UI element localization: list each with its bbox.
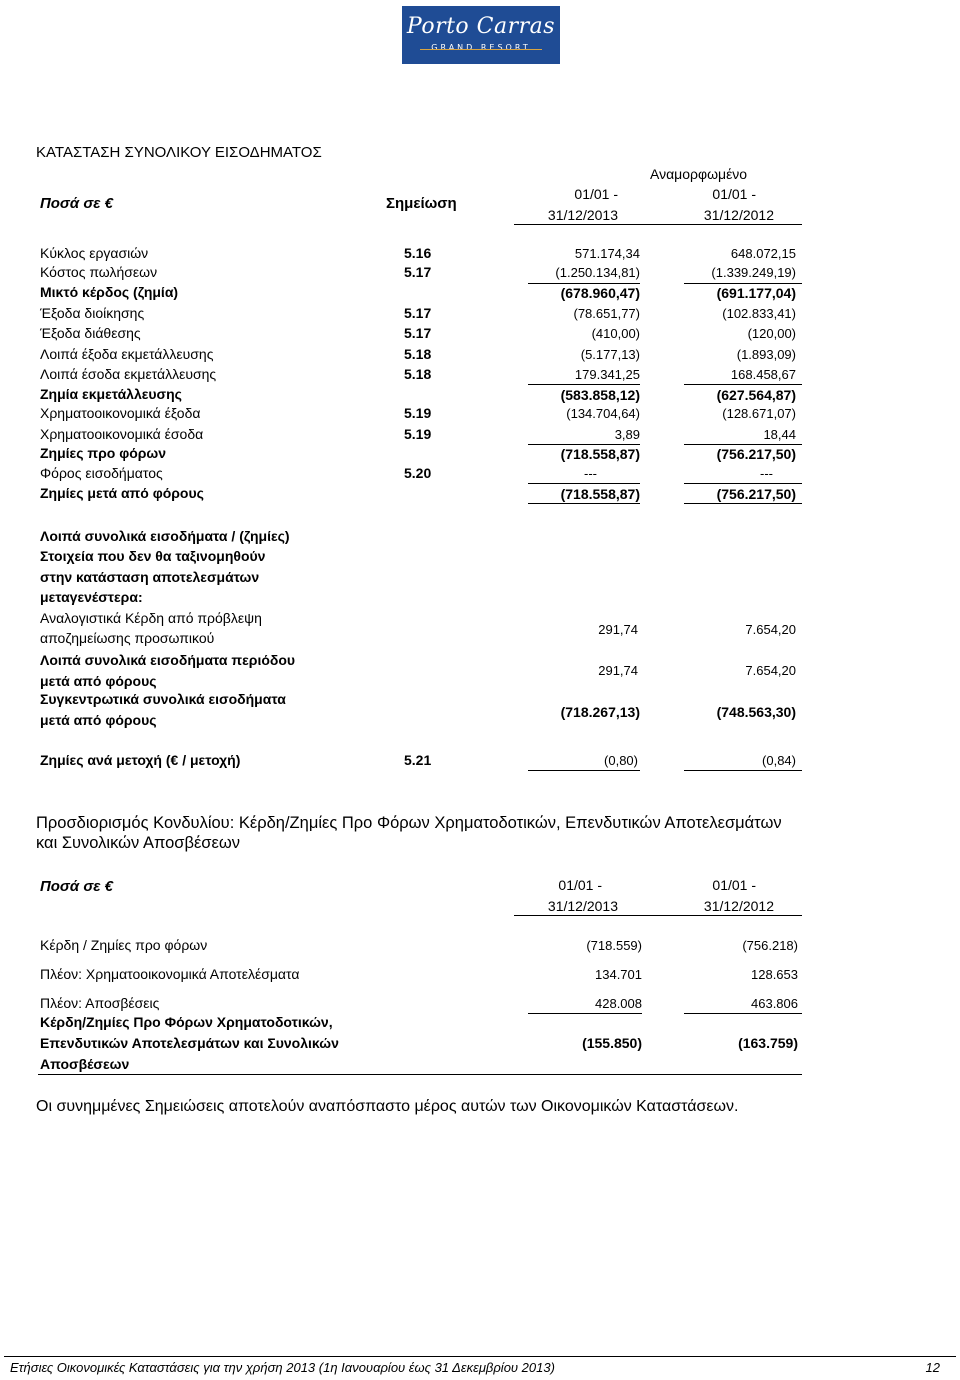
actuarial-value-2012: 7.654,20 bbox=[745, 622, 796, 637]
logo-name: Porto Carras bbox=[406, 14, 556, 39]
row-note: 5.19 bbox=[404, 426, 432, 442]
restated-label: Αναμορφωμένο bbox=[650, 166, 748, 182]
row-label: Χρηματοοικονομικά έξοδα bbox=[40, 405, 201, 421]
row-value-2013: (134.704,64) bbox=[566, 406, 640, 421]
row-label: Έξοδα διοίκησης bbox=[40, 305, 145, 321]
ebitda-row-value-2012: 463.806 bbox=[751, 996, 798, 1011]
row-note: 5.17 bbox=[404, 264, 432, 280]
ebitda-col2012-header-line2: 31/12/2012 bbox=[703, 898, 774, 914]
total-ci-value-2012: (748.563,30) bbox=[716, 704, 796, 720]
underline bbox=[528, 1013, 642, 1014]
row-value-2012: (627.564,87) bbox=[716, 387, 796, 403]
row-value-2012: (1.339.249,19) bbox=[711, 265, 796, 280]
row-value-2012: (1.893,09) bbox=[736, 347, 796, 362]
oci-heading: Λοιπά συνολικά εισοδήματα / (ζημίες) bbox=[40, 528, 290, 544]
row-label: Μικτό κέρδος (ζημία) bbox=[40, 284, 179, 300]
underline bbox=[528, 283, 640, 284]
ebitda-total-value-2013: (155.850) bbox=[582, 1035, 642, 1051]
row-value-2013: (410,00) bbox=[591, 326, 640, 341]
ebitda-row-label: Κέρδη / Ζημίες προ φόρων bbox=[40, 937, 208, 953]
ebitda-col2013-header-line1: 01/01 - bbox=[558, 877, 602, 893]
ebitda-row-label: Πλέον: Χρηματοοικονομικά Αποτελέσματα bbox=[40, 966, 300, 982]
row-label: Χρηματοοικονομικά έσοδα bbox=[40, 426, 204, 442]
page-number: 12 bbox=[925, 1360, 940, 1375]
underline bbox=[684, 770, 802, 771]
logo-subtitle: GRAND RESORT bbox=[431, 43, 531, 52]
underline bbox=[684, 483, 802, 484]
note-column-header: Σημείωση bbox=[386, 195, 457, 212]
ebitda-row-value-2013: (718.559) bbox=[586, 938, 642, 953]
amounts-label: Ποσά σε € bbox=[40, 195, 113, 212]
ebitda-row-value-2012: (756.218) bbox=[742, 938, 798, 953]
col2013-header-line1: 01/01 - bbox=[574, 186, 618, 202]
eps-label: Ζημίες ανά μετοχή (€ / μετοχή) bbox=[40, 752, 241, 768]
ebitda-total-label: Επενδυτικών Αποτελεσμάτων και Συνολικών bbox=[40, 1035, 339, 1051]
row-value-2012: (756.217,50) bbox=[716, 446, 796, 462]
ebitda-row-label: Πλέον: Αποσβέσεις bbox=[40, 995, 160, 1011]
row-note: 5.20 bbox=[404, 465, 432, 481]
row-value-2013: (718.558,87) bbox=[560, 446, 640, 462]
row-note: 5.16 bbox=[404, 245, 432, 261]
ebitda-col2013-header-line2: 31/12/2013 bbox=[547, 898, 618, 914]
underline bbox=[684, 503, 802, 504]
row-label: Λοιπά έσοδα εκμετάλλευσης bbox=[40, 366, 217, 382]
row-value-2012: (128.671,07) bbox=[722, 406, 796, 421]
row-value-2013: 3,89 bbox=[614, 427, 640, 442]
row-note: 5.17 bbox=[404, 325, 432, 341]
row-value-2013: (78.651,77) bbox=[573, 306, 640, 321]
row-label: Λοιπά έξοδα εκμετάλλευσης bbox=[40, 346, 214, 362]
total-ci-label: Συγκεντρωτικά συνολικά εισοδήματα bbox=[40, 691, 286, 707]
row-value-2012: (756.217,50) bbox=[716, 486, 796, 502]
underline bbox=[684, 384, 802, 385]
underline bbox=[528, 384, 640, 385]
ebitda-total-value-2012: (163.759) bbox=[738, 1035, 798, 1051]
eps-value-2012: (0,84) bbox=[762, 753, 796, 768]
ebitda-header-underline bbox=[514, 915, 802, 916]
ebitda-row-value-2012: 128.653 bbox=[751, 967, 798, 982]
row-label: Φόρος εισοδήματος bbox=[40, 465, 163, 481]
row-value-2012: (102.833,41) bbox=[722, 306, 796, 321]
ebitda-total-label: Αποσβέσεων bbox=[40, 1056, 130, 1072]
ebitda-total-label: Κέρδη/Ζημίες Προ Φόρων Χρηματοδοτικών, bbox=[40, 1014, 333, 1030]
eps-note: 5.21 bbox=[404, 752, 432, 768]
oci-total-label: μετά από φόρους bbox=[40, 673, 157, 689]
underline bbox=[528, 483, 640, 484]
footer-divider bbox=[4, 1356, 956, 1357]
underline bbox=[528, 770, 640, 771]
row-value-2012: (691.177,04) bbox=[716, 285, 796, 301]
oci-subheading: στην κατάσταση αποτελεσμάτων bbox=[40, 569, 260, 585]
col2012-header-line2: 31/12/2012 bbox=[703, 207, 774, 223]
row-value-2012: --- bbox=[760, 466, 773, 481]
row-value-2013: --- bbox=[584, 466, 597, 481]
underline bbox=[528, 503, 640, 504]
row-label: Κόστος πωλήσεων bbox=[40, 264, 158, 280]
oci-subheading: μεταγενέστερα: bbox=[40, 589, 143, 605]
row-value-2013: (718.558,87) bbox=[560, 486, 640, 502]
oci-total-value-2013: 291,74 bbox=[598, 663, 638, 678]
company-logo bbox=[402, 6, 560, 64]
header-underline bbox=[514, 224, 802, 225]
ebitda-col2012-header-line1: 01/01 - bbox=[712, 877, 756, 893]
row-value-2012: 18,44 bbox=[763, 427, 796, 442]
row-value-2012: 168.458,67 bbox=[730, 367, 796, 382]
ebitda-total-underline bbox=[38, 1074, 802, 1075]
underline bbox=[684, 1013, 802, 1014]
row-value-2013: (583.858,12) bbox=[560, 387, 640, 403]
oci-subheading: Στοιχεία που δεν θα ταξινομηθούν bbox=[40, 548, 266, 564]
row-note: 5.18 bbox=[404, 366, 432, 382]
col2013-header-line2: 31/12/2013 bbox=[547, 207, 618, 223]
row-label: Κύκλος εργασιών bbox=[40, 245, 149, 261]
row-label: Ζημίες μετά από φόρους bbox=[40, 485, 204, 501]
eps-value-2013: (0,80) bbox=[604, 753, 638, 768]
notes-statement: Οι συνημμένες Σημειώσεις αποτελούν αναπόσπαστο μέρος αυτών των Οικονομικών Καταστάσεων. bbox=[36, 1098, 739, 1115]
row-value-2012: 648.072,15 bbox=[730, 246, 796, 261]
actuarial-label: Αναλογιστικά Κέρδη από πρόβλεψη bbox=[40, 610, 262, 626]
row-value-2013: (678.960,47) bbox=[560, 285, 640, 301]
actuarial-label: αποζημείωσης προσωπικού bbox=[40, 630, 215, 646]
col2012-header-line1: 01/01 - bbox=[712, 186, 756, 202]
ebitda-title: Προσδιορισμός Κονδυλίου: Κέρδη/Ζημίες Προ Φόρων Χρηματοδοτικών, Επενδυτικών Αποτελεσμάτων bbox=[36, 814, 782, 832]
ebitda-amounts-label: Ποσά σε € bbox=[40, 878, 113, 895]
footer-text: Ετήσιες Οικονομικές Καταστάσεις για την χρήση 2013 (1η Ιανουαρίου έως 31 Δεκεμβρίου 2013) bbox=[10, 1360, 555, 1375]
total-ci-value-2013: (718.267,13) bbox=[560, 704, 640, 720]
underline bbox=[684, 283, 802, 284]
row-label: Έξοδα διάθεσης bbox=[40, 325, 141, 341]
ebitda-row-value-2013: 134.701 bbox=[595, 967, 642, 982]
row-value-2013: (1.250.134,81) bbox=[555, 265, 640, 280]
oci-total-value-2012: 7.654,20 bbox=[745, 663, 796, 678]
row-value-2012: (120,00) bbox=[747, 326, 796, 341]
statement-title: ΚΑΤΑΣΤΑΣΗ ΣΥΝΟΛΙΚΟΥ ΕΙΣΟΔΗΜΑΤΟΣ bbox=[36, 144, 322, 161]
underline bbox=[684, 444, 802, 445]
row-label: Ζημία εκμετάλλευσης bbox=[40, 386, 182, 402]
row-value-2013: 571.174,34 bbox=[574, 246, 640, 261]
row-note: 5.17 bbox=[404, 305, 432, 321]
ebitda-title: και Συνολικών Αποσβέσεων bbox=[36, 834, 240, 852]
logo-divider bbox=[420, 49, 542, 50]
total-ci-label: μετά από φόρους bbox=[40, 712, 157, 728]
actuarial-value-2013: 291,74 bbox=[598, 622, 638, 637]
ebitda-row-value-2013: 428.008 bbox=[595, 996, 642, 1011]
oci-total-label: Λοιπά συνολικά εισοδήματα περιόδου bbox=[40, 652, 296, 668]
row-label: Ζημίες προ φόρων bbox=[40, 445, 167, 461]
row-note: 5.19 bbox=[404, 405, 432, 421]
underline bbox=[528, 444, 640, 445]
row-value-2013: (5.177,13) bbox=[580, 347, 640, 362]
row-note: 5.18 bbox=[404, 346, 432, 362]
row-value-2013: 179.341,25 bbox=[574, 367, 640, 382]
